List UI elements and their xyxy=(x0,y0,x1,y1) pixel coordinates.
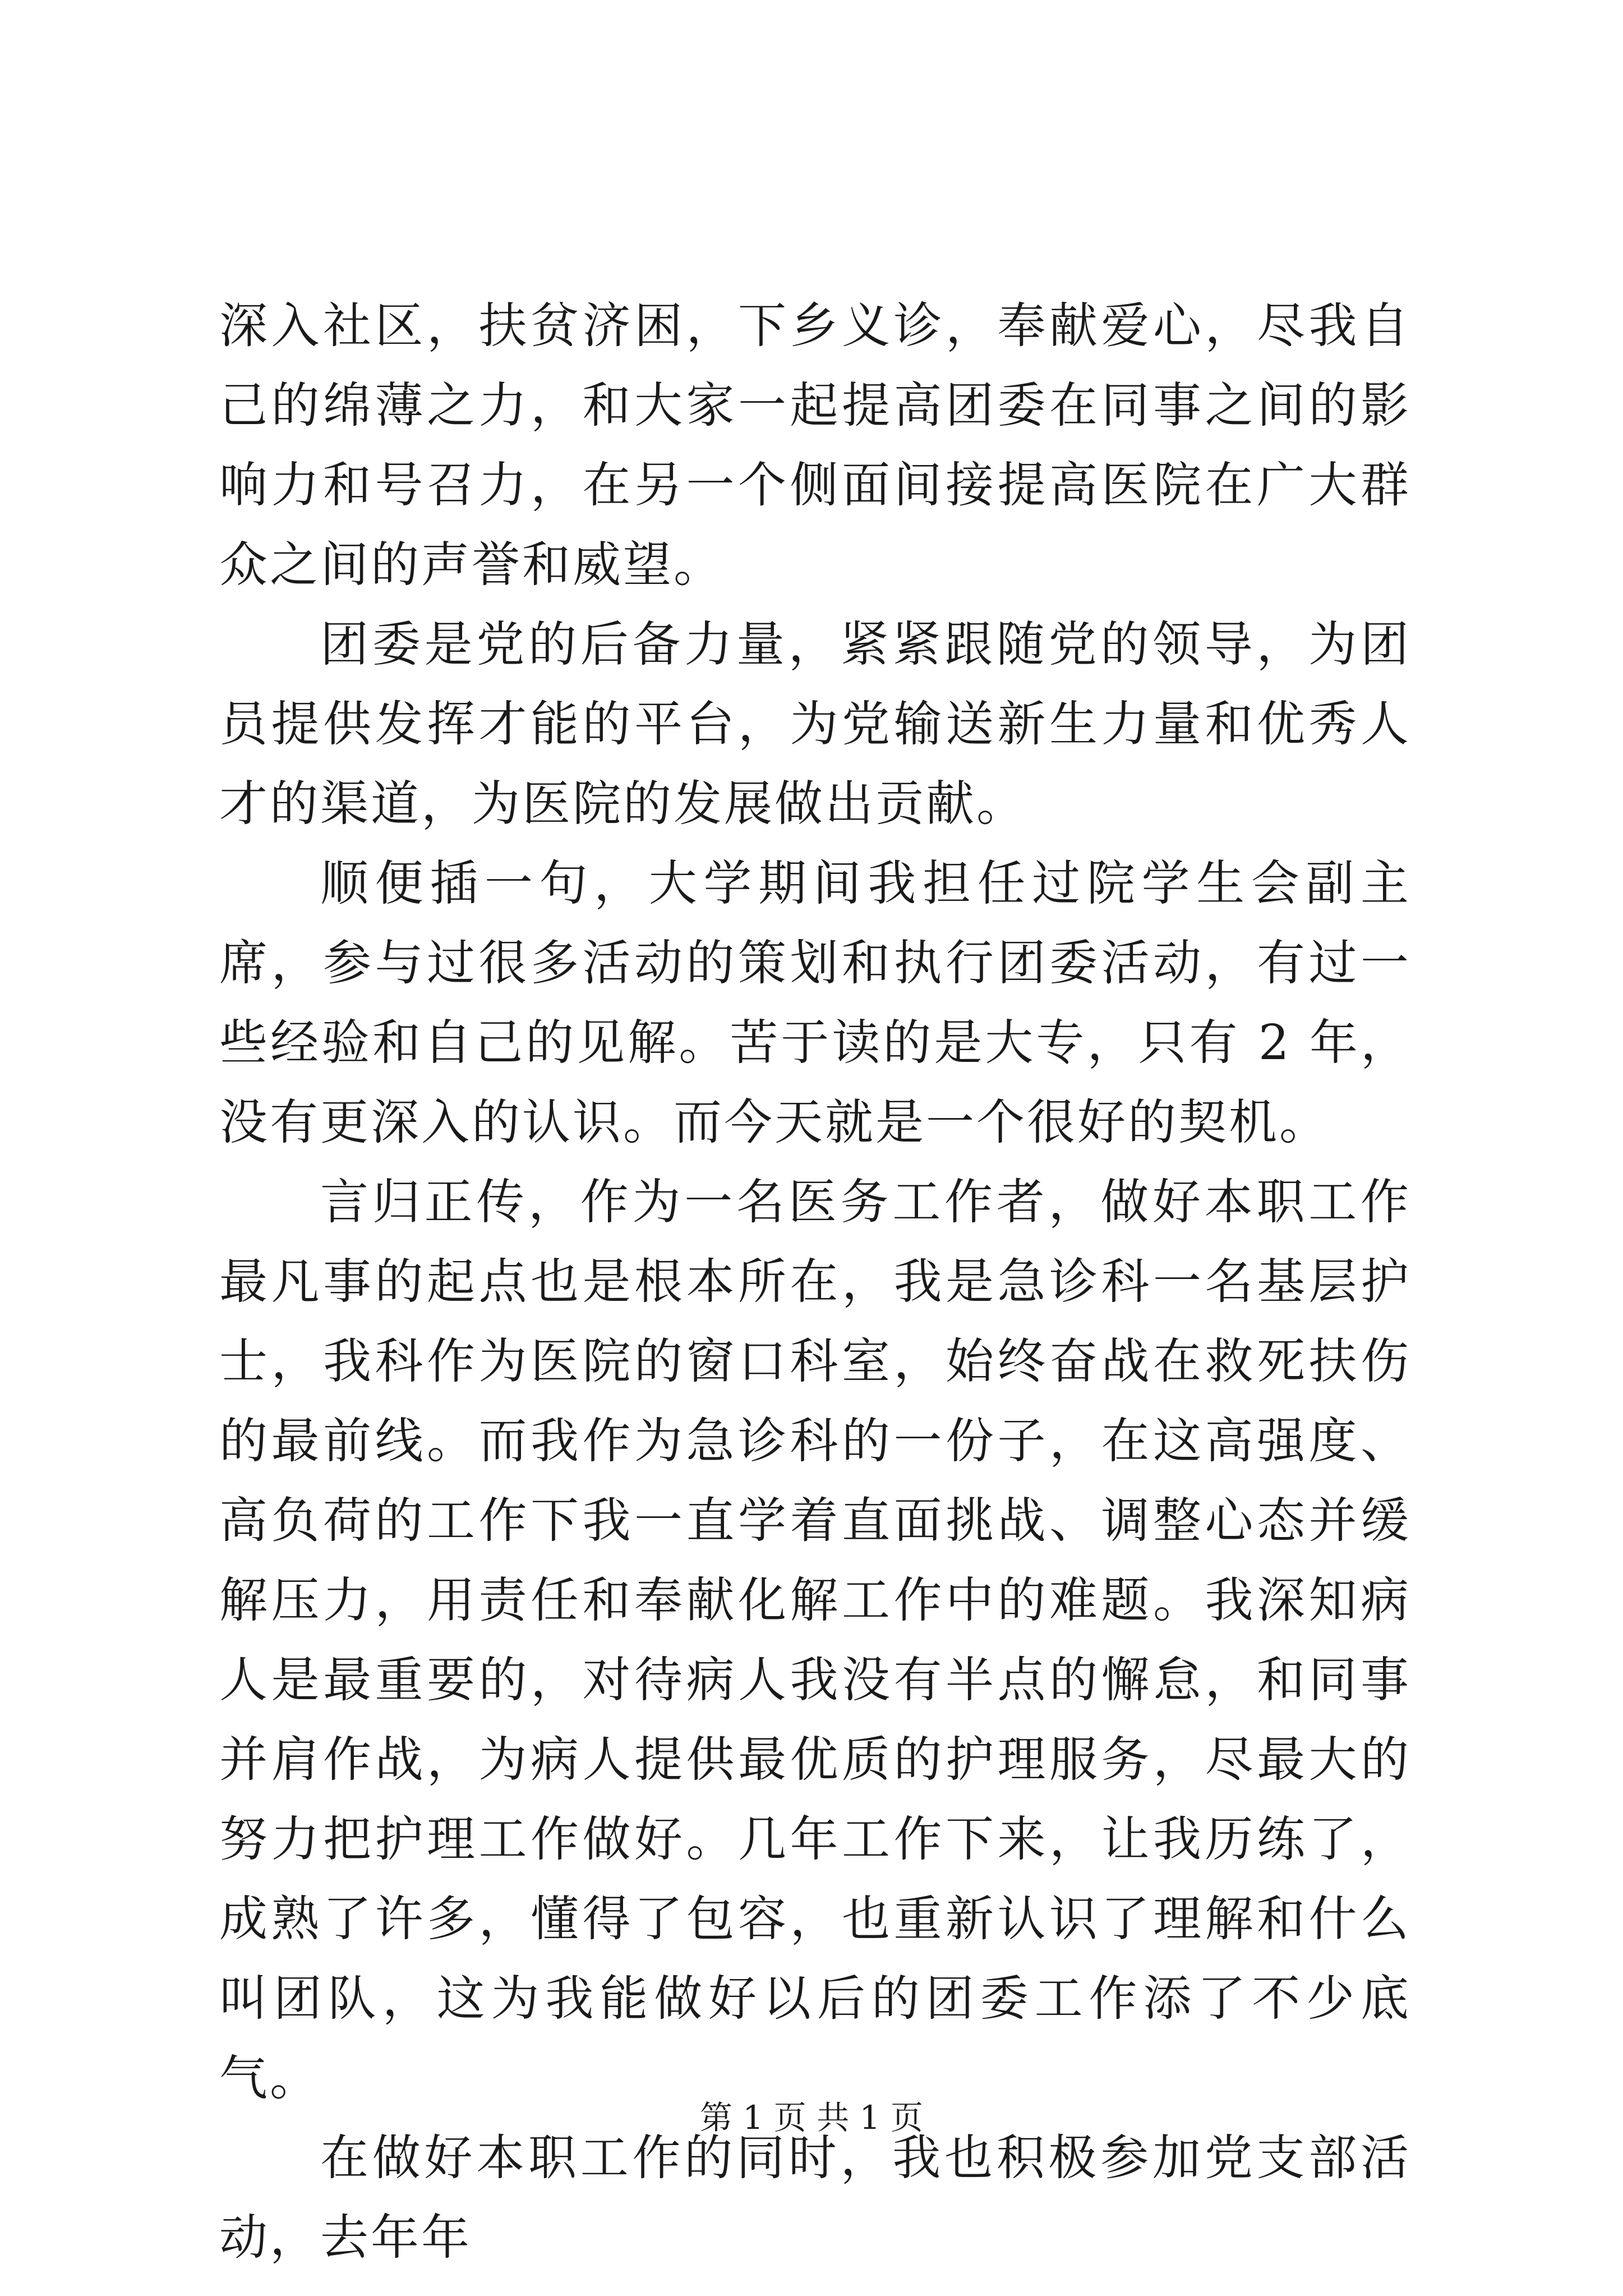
paragraph-2: 团委是党的后备力量，紧紧跟随党的领导，为团员提供发挥才能的平台，为党输送新生力量和优秀人才的渠道，为医院的发展做出贡献。 xyxy=(219,616,1411,832)
page-footer: 第 1 页 共 1 页 xyxy=(700,2099,923,2137)
document-body xyxy=(219,286,1411,2277)
paragraph-3: 顺便插一句，大学期间我担任过院学生会副主席，参与过很多活动的策划和执行团委活动，有过一些经验和自己的见解。苦于读的是大专，只有 2 年，没有更深入的认识。而今天就是一个很好的契机。 xyxy=(219,855,1411,1151)
paragraph-1: 深入社区，扶贫济困，下乡义诊，奉献爱心，尽我自己的绵薄之力，和大家一起提高团委在同事之间的影响力和号召力，在另一个侧面间接提高医院在广大群众之间的声誉和威望。 xyxy=(219,298,1411,593)
paragraph-4: 言归正传，作为一名医务工作者，做好本职工作最凡事的起点也是根本所在，我是急诊科一名基层护士，我科作为医院的窗口科室，始终奋战在救死扶伤的最前线。而我作为急诊科的一份子，在这高强度、高负荷的工作下我一直学着直面挑战、调整心态并缓解压力，用责任和奉献化解工作中的难题。我深知病人是最重要的，对待病人我没有半点的懈怠，和同事并肩作战，为病人提供最优质的护理服务，尽最大的努力把护理工作做好。几年工作下来，让我历练了，成熟了许多，懂得了包容，也重新认识了理解和什么叫团队，这为我能做好以后的团委工作添了不少底气。 xyxy=(219,1174,1411,2106)
paragraph-5: 在做好本职工作的同时，我也积极参加党支部活动，去年年 xyxy=(219,2130,1411,2266)
